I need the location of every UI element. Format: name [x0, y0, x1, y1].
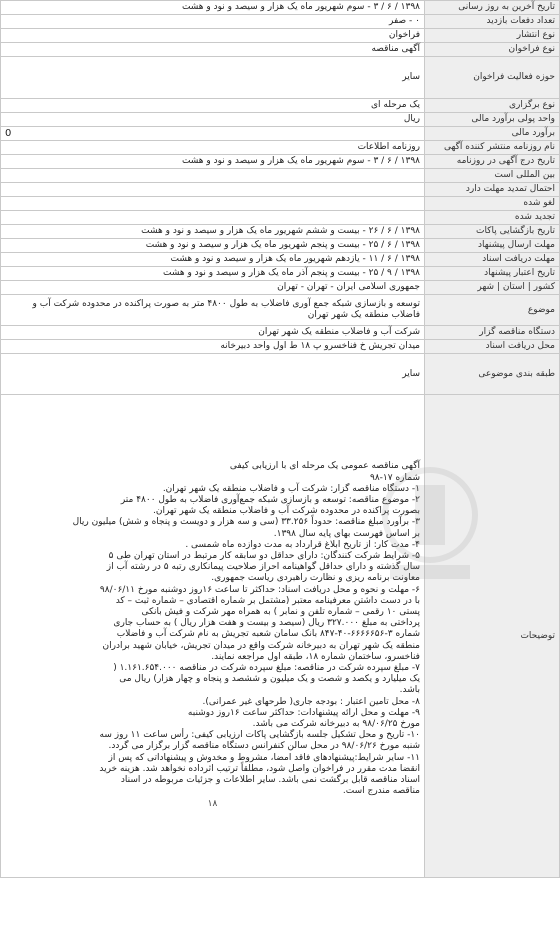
- description-line: ۵- شرایط شرکت کنندگان: دارای حداقل دو سابقه کار مرتبط در استان تهران طی ۵: [108, 550, 420, 561]
- description-line: معاونت برنامه ریزی و نظارت راهبردی ریاست جمهوری.: [211, 573, 420, 584]
- description-line: مورخ ۹۸/۰۶/۲۵ به دبیرخانه شرکت می باشد.: [252, 719, 420, 730]
- description-line: شماره ۳-۶۶۶۶۶۵۶-۴۰-۸۴۷ بانک سامان شعبه تجریش به نام شرکت آب و فاضلاب: [116, 629, 420, 640]
- info-row: [1, 1, 560, 15]
- row-label: نوع برگزاری: [425, 99, 560, 113]
- description-line: پرداختی به مبلغ ۳۲۷.۰۰۰ ریال (سیصد و بیست و هفت هزار ریال ) به حساب جاری: [113, 618, 420, 629]
- row-value: شرکت آب و فاضلاب منطقه یک شهر تهران: [1, 326, 425, 340]
- description-line: پستی ۱۰ رقمی – شماره تلفن و نمابر ) به همراه مهر شرکت و فیش بانکی: [141, 606, 420, 617]
- description-line: انقضا مدت مقرر در فراخوان واصل شود، مطلقاً ترتیب اثرداده نخواهد شد. هزینه خرید: [99, 763, 420, 774]
- description-line: ۶- مهلت و نحوه و محل دریافت اسناد: حداکثر تا ساعت ۱۶روز دوشنبه مورخ ۹۸/۰۶/۱۱: [99, 584, 420, 595]
- row-value: [1, 197, 425, 211]
- row-label: تاریخ آخرین به روز رسانی: [425, 1, 560, 15]
- row-label: بین المللی است: [425, 169, 560, 183]
- description-line: ۱۱- سایر شرایط:پیشنهادهای فاقد امضا، مشروط و مخدوش و پیشنهاداتی که پس از: [108, 752, 420, 763]
- row-label: واحد پولی برآورد مالی: [425, 113, 560, 127]
- row-value: ریال: [1, 113, 425, 127]
- row-value: روزنامه اطلاعات: [1, 141, 425, 155]
- row-value: ۱۳۹۸ / ۶ / ۲۶ - بیست و ششم شهریور ماه یک هزار و سیصد و نود و هشت: [1, 225, 425, 239]
- description-line: بر اساس فهرست بهای پایه سال ۱۳۹۸.: [273, 528, 420, 539]
- row-label: دستگاه مناقصه گزار: [425, 326, 560, 340]
- description-line: ۴- مدت کار: از تاریخ ابلاغ قرارداد به مدت دوازده ماه شمسی .: [185, 539, 420, 550]
- description-line: شماره ۱۷-۹۸: [369, 472, 420, 483]
- row-value: 0: [1, 127, 425, 141]
- info-row: [1, 155, 560, 169]
- row-label: تاریخ اعتبار پیشنهاد: [425, 267, 560, 281]
- row-label: تجدید شده: [425, 211, 560, 225]
- row-value: سایر: [1, 354, 425, 395]
- row-label: نام روزنامه منتشر کننده آگهی: [425, 141, 560, 155]
- description-value: [1, 395, 425, 878]
- info-row: [1, 113, 560, 127]
- row-value: آگهی مناقصه: [1, 43, 425, 57]
- info-row: [1, 354, 560, 395]
- description-line: فناخسرو، ساختمان شماره ۱۸، طبقه اول مراجعه نمایند.: [211, 651, 420, 662]
- row-value: ۱۳۹۸ / ۶ / ۱۱ - یازدهم شهریور ماه یک هزار و سیصد و نود و هشت: [1, 253, 425, 267]
- row-label: نوع انتشار: [425, 29, 560, 43]
- info-row: [1, 43, 560, 57]
- info-row: [1, 340, 560, 354]
- description-line: اسناد مناقصه قابل برگشت نمی باشد. سایر اطلاعات و جزئیات مربوطه در اسناد: [120, 775, 420, 786]
- info-row: [1, 267, 560, 281]
- info-row: [1, 99, 560, 113]
- info-row: [1, 15, 560, 29]
- description-line: سال گذشته و دارای حداقل گواهینامه احراز صلاحیت پیمانکاری رتبه ۵ در رشته آب از: [106, 562, 420, 573]
- row-value: ۱۳۹۸ / ۶ / ۳ - سوم شهریور ماه یک هزار و سیصد و نود و هشت: [1, 155, 425, 169]
- description-line: ۱۰- تاریخ و محل تشکیل جلسه بازگشایی پاکات ارزیابی کیفی: رأس ساعت ۱۱ روز سه: [99, 730, 420, 741]
- row-label: تاریخ بازگشایی پاکات: [425, 225, 560, 239]
- info-row: [1, 253, 560, 267]
- row-label: کشور | استان | شهر: [425, 281, 560, 295]
- row-label: طبقه بندی موضوعی: [425, 354, 560, 395]
- row-value: ۰ - صفر: [1, 15, 425, 29]
- info-row: [1, 169, 560, 183]
- row-label: مهلت دریافت اسناد: [425, 253, 560, 267]
- row-value: ۱۳۹۸ / ۶ / ۳ - سوم شهریور ماه یک هزار و سیصد و نود و هشت: [1, 1, 425, 15]
- row-label: موضوع: [425, 295, 560, 326]
- row-value: جمهوری اسلامی ایران - تهران - تهران: [1, 281, 425, 295]
- row-value: [1, 169, 425, 183]
- description-label: توضیحات: [425, 395, 560, 878]
- info-row: [1, 326, 560, 340]
- row-value: سایر: [1, 57, 425, 99]
- description-footer: ۱۸: [207, 799, 218, 810]
- description-line: ۸- محل تامین اعتبار : بودجه جاری( طرحهای غیر عمرانی).: [202, 696, 420, 707]
- row-value: توسعه و بازسازی شبکه جمع آوری فاضلاب به طول ۴۸۰۰ متر به صورت پراکنده در محدوده شرکت آب و فاضلاب منطقه یک شهر تهران: [1, 295, 425, 326]
- row-value: ۱۳۹۸ / ۶ / ۲۵ - بیست و پنجم شهریور ماه یک هزار و سیصد و نود و هشت: [1, 239, 425, 253]
- description-line: آگهی مناقصه عمومی یک مرحله ای با ارزیابی کیفی: [229, 461, 420, 472]
- info-row: [1, 295, 560, 326]
- description-line: ۲- موضوع مناقصه: توسعه و بازسازی شبکه جمع‌آوری فاضلاب به طول ۴۸۰۰ متر: [120, 494, 420, 505]
- row-label: برآورد مالی: [425, 127, 560, 141]
- info-row: [1, 211, 560, 225]
- info-row: [1, 127, 560, 141]
- row-value: یک مرحله ای: [1, 99, 425, 113]
- description-line: با در دست داشتن معرفینامه معتبر (مشتمل بر شماره اقتصادی – شماره ثبت – کد: [115, 595, 420, 606]
- row-value: فراخوان: [1, 29, 425, 43]
- info-row: [1, 197, 560, 211]
- row-value: ۱۳۹۸ / ۹ / ۲۵ - بیست و پنجم آذر ماه یک هزار و سیصد و نود و هشت: [1, 267, 425, 281]
- description-line: ۱- دستگاه مناقصه گزار: شرکت آب و فاضلاب منطقه یک شهر تهران.: [162, 483, 420, 494]
- row-label: احتمال تمدید مهلت دارد: [425, 183, 560, 197]
- description-line: ۳- برآورد مبلغ مناقصه: حدوداً ۳۳.۲۵۶ (سی و سه هزار و دویست و پنجاه و شش) میلیون ریال: [72, 517, 420, 528]
- description-line: منطقه یک شهر تهران به دبیرخانه شرکت واقع در میدان تجریش، خیابان شهید برادران: [102, 640, 420, 651]
- description-line: بصورت پراکنده در محدوده شرکت آب و فاضلاب منطقه یک شهر تهران.: [152, 506, 420, 517]
- row-value: [1, 183, 425, 197]
- info-row: [1, 281, 560, 295]
- description-line: ۹- مهلت و محل ارائه پیشنهادات: حداکثر ساعت ۱۶روز دوشنبه: [187, 707, 420, 718]
- row-label: محل دریافت اسناد: [425, 340, 560, 354]
- description-line: مناقصه مندرج است.: [342, 786, 420, 797]
- row-label: حوزه فعالیت فراخوان: [425, 57, 560, 99]
- info-row: [1, 57, 560, 99]
- description-line: ۷- مبلغ سپرده شرکت در مناقصه: مبلغ سپرده شرکت در مناقصه ۱.۱۶۱.۶۵۴.۰۰۰ (: [113, 663, 420, 673]
- row-label: تاریخ درج آگهی در روزنامه: [425, 155, 560, 169]
- row-label: تعداد دفعات بازدید: [425, 15, 560, 29]
- row-value: [1, 211, 425, 225]
- description-line: باشد.: [399, 685, 420, 696]
- info-row: [1, 239, 560, 253]
- info-row: [1, 29, 560, 43]
- info-row: [1, 141, 560, 155]
- description-line: یک میلیارد و یکصد و شصت و یک میلیون و ششصد و پنجاه و چهار هزار) ریال می: [119, 674, 420, 685]
- info-row: [1, 225, 560, 239]
- description-line: شنبه مورخ ۹۸/۰۶/۲۶ در محل سالن کنفرانس دستگاه مناقصه گزار برگزار می گردد.: [108, 741, 420, 752]
- row-label: مهلت ارسال پیشنهاد: [425, 239, 560, 253]
- info-row: [1, 183, 560, 197]
- row-value: میدان تجریش خ فناخسرو پ ۱۸ ط اول واحد دبیرخانه: [1, 340, 425, 354]
- row-label: نوع فراخوان: [425, 43, 560, 57]
- row-label: لغو شده: [425, 197, 560, 211]
- description-row: [1, 395, 560, 878]
